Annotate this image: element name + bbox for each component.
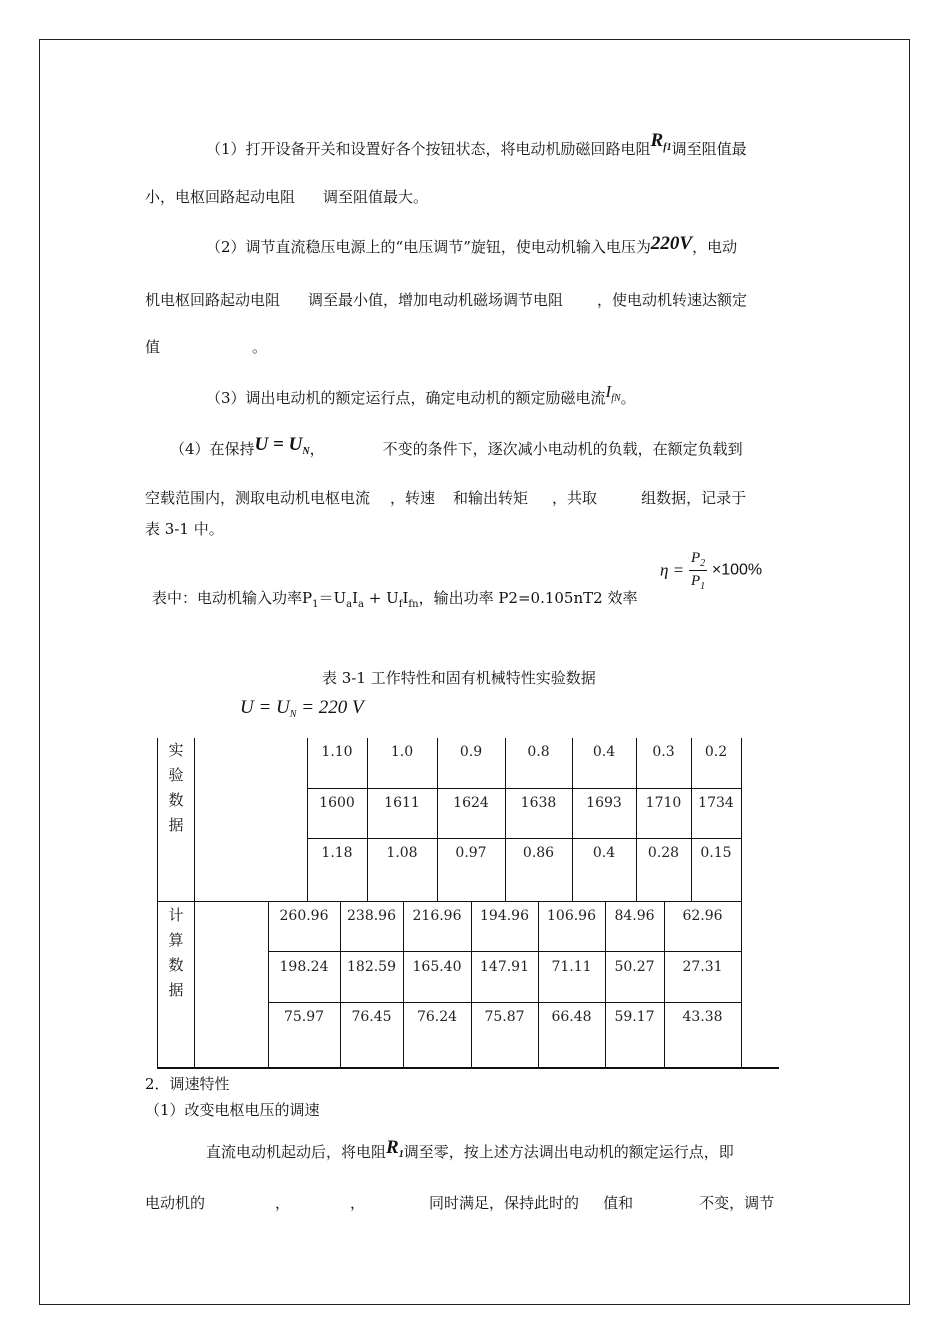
para2-text-f: 值 [145,338,161,356]
table-cell: 1.18 [321,845,353,861]
table-cell: 0.2 [704,744,728,760]
para2-text-a: （2）调节直流稳压电源上的“电压调节”旋钮，使电动机输入电压为 [206,238,651,256]
para1-text-c: 小，电枢回路起动电阻 [145,188,296,206]
table-cell: 194.96 [480,908,529,924]
symbol-rf1: $R_{f1}$ [650,130,672,153]
para4-text-g: 组数据，记录于 [641,489,747,507]
para2-line3 [145,336,267,357]
para4-text-c: 空载范围内，测取电动机电枢电流 [145,489,371,507]
table-cell: 0.15 [700,845,732,861]
table-cell: 0.28 [647,845,680,861]
section2-line1: 直流电动机起动后，将电阻$R_1$调至零，按上述方法调出电动机的额定运行点，即 [206,1137,734,1161]
table-cell: 84.96 [614,908,655,924]
para2-text-b: ，电动 [692,238,738,256]
para4-text-f: ，共取 [552,489,598,507]
para2-line2 [145,289,747,310]
table-cell: 71.11 [551,959,592,975]
para4-line1 [170,434,743,460]
table-cell: 1600 [319,795,355,811]
para2-text-e: ，使电动机转速达额定 [597,291,748,309]
table-cell: 66.48 [551,1009,592,1025]
table-cell: 50.27 [614,959,655,975]
table-cell: 1.10 [321,744,353,760]
table-cell: 76.45 [351,1009,392,1025]
section2-title: 2．调速特性 [145,1075,230,1093]
symbol-ifn: $I_{fN}$ [605,382,621,404]
table-cell: 0.97 [455,845,487,861]
label-experimental: 实 验 数 据 [168,741,184,834]
table-cell: 198.24 [279,959,329,975]
table-cell: 1710 [645,795,682,811]
table-border-right [741,738,742,1068]
table-cell: 260.96 [279,908,329,924]
table-border-left [157,738,158,1068]
para1-text-b: 调至阻值最 [671,140,747,158]
table-cell: 0.4 [592,845,616,861]
table-cell: 1624 [453,795,489,811]
table-cell: 43.38 [682,1009,723,1025]
table-cell: 0.9 [459,744,483,760]
label-calculated: 计 算 数 据 [168,906,184,999]
para4-text-e: 和输出转矩 [453,489,529,507]
table-cell: 1734 [698,795,734,811]
table-cell: 216.96 [412,908,462,924]
para1-line2 [145,186,428,207]
table-cell: 238.96 [347,908,396,924]
para4-text-d: ，转速 [390,489,436,507]
symbol-u-eq-un: $U = U_N$ [254,434,310,457]
para2-line1 [206,233,738,258]
table-cell: 1611 [384,795,420,811]
para3-line1 [206,382,636,408]
table-cell: 1638 [520,795,557,811]
para2-text-g: 。 [252,338,268,356]
para4-line2 [145,487,746,508]
table-cell: 0.86 [522,845,555,861]
para4-text-h: 表 3-1 中。 [145,520,224,538]
table-cell: 182.59 [347,959,396,975]
table-cell: 62.96 [682,908,723,924]
table-cell: 1693 [586,795,622,811]
para2-text-d: 调至最小值，增加电动机磁场调节电阻 [308,291,564,309]
table-cell: 1.08 [386,845,418,861]
table-cell: 0.8 [527,744,550,760]
para3-text-a: （3）调出电动机的额定运行点，确定电动机的额定励磁电流 [206,389,606,407]
efficiency-formula: η = $\frac{P_2}{P_1}$ ×100% [660,550,763,592]
table-cell: 27.31 [682,959,723,975]
table-caption: 表 3-1 工作特性和固有机械特性实验数据 [322,669,596,687]
table-cell: 59.17 [614,1009,655,1025]
table-cell: 165.40 [412,959,462,975]
table-cell: 76.24 [416,1009,458,1025]
efficiency-fraction: $\frac{P_2}{P_1}$ [690,550,706,592]
symbol-220v: 220V [650,233,693,254]
para4-comma: ， [309,440,325,458]
para4-line3 [145,518,224,539]
table-cell: 0.4 [592,744,616,760]
section2-line2: 电动机的 ， ， 同时满足，保持此时的 值和 不变，调节 [145,1194,775,1212]
table-cell: 106.96 [547,908,596,924]
table-condition: $U = U_N = 220$ V [240,697,364,720]
para2-text-c: 机电枢回路起动电阻 [145,291,281,309]
para1-text-d: 调至阻值最大。 [323,188,429,206]
formula-line: 表中：电动机输入功率$P_1=U_aI_a + U_fI_{fn}$，输出功率 P2=0.105nT2 效率 [152,589,638,610]
table-cell: 75.87 [484,1009,525,1025]
table-divider [194,738,195,1068]
para4-text-a: （4）在保持 [170,440,255,458]
section2-subtitle: （1）改变电枢电压的调速 [145,1101,320,1119]
table-border-bottom [157,1067,779,1069]
para3-text-b: 。 [620,389,636,407]
table-cell: 1.0 [390,744,414,760]
table-cell: 75.97 [283,1009,325,1025]
table-cell: 147.91 [480,959,529,975]
symbol-r1: $R_1$ [386,1137,404,1160]
para1-line1 [206,130,747,160]
table-cell: 0.3 [652,744,675,760]
para1-text-a: （1）打开设备开关和设置好各个按钮状态，将电动机励磁回路电阻 [206,140,651,158]
para4-text-b: 不变的条件下，逐次减小电动机的负载，在额定负载到 [382,440,743,458]
